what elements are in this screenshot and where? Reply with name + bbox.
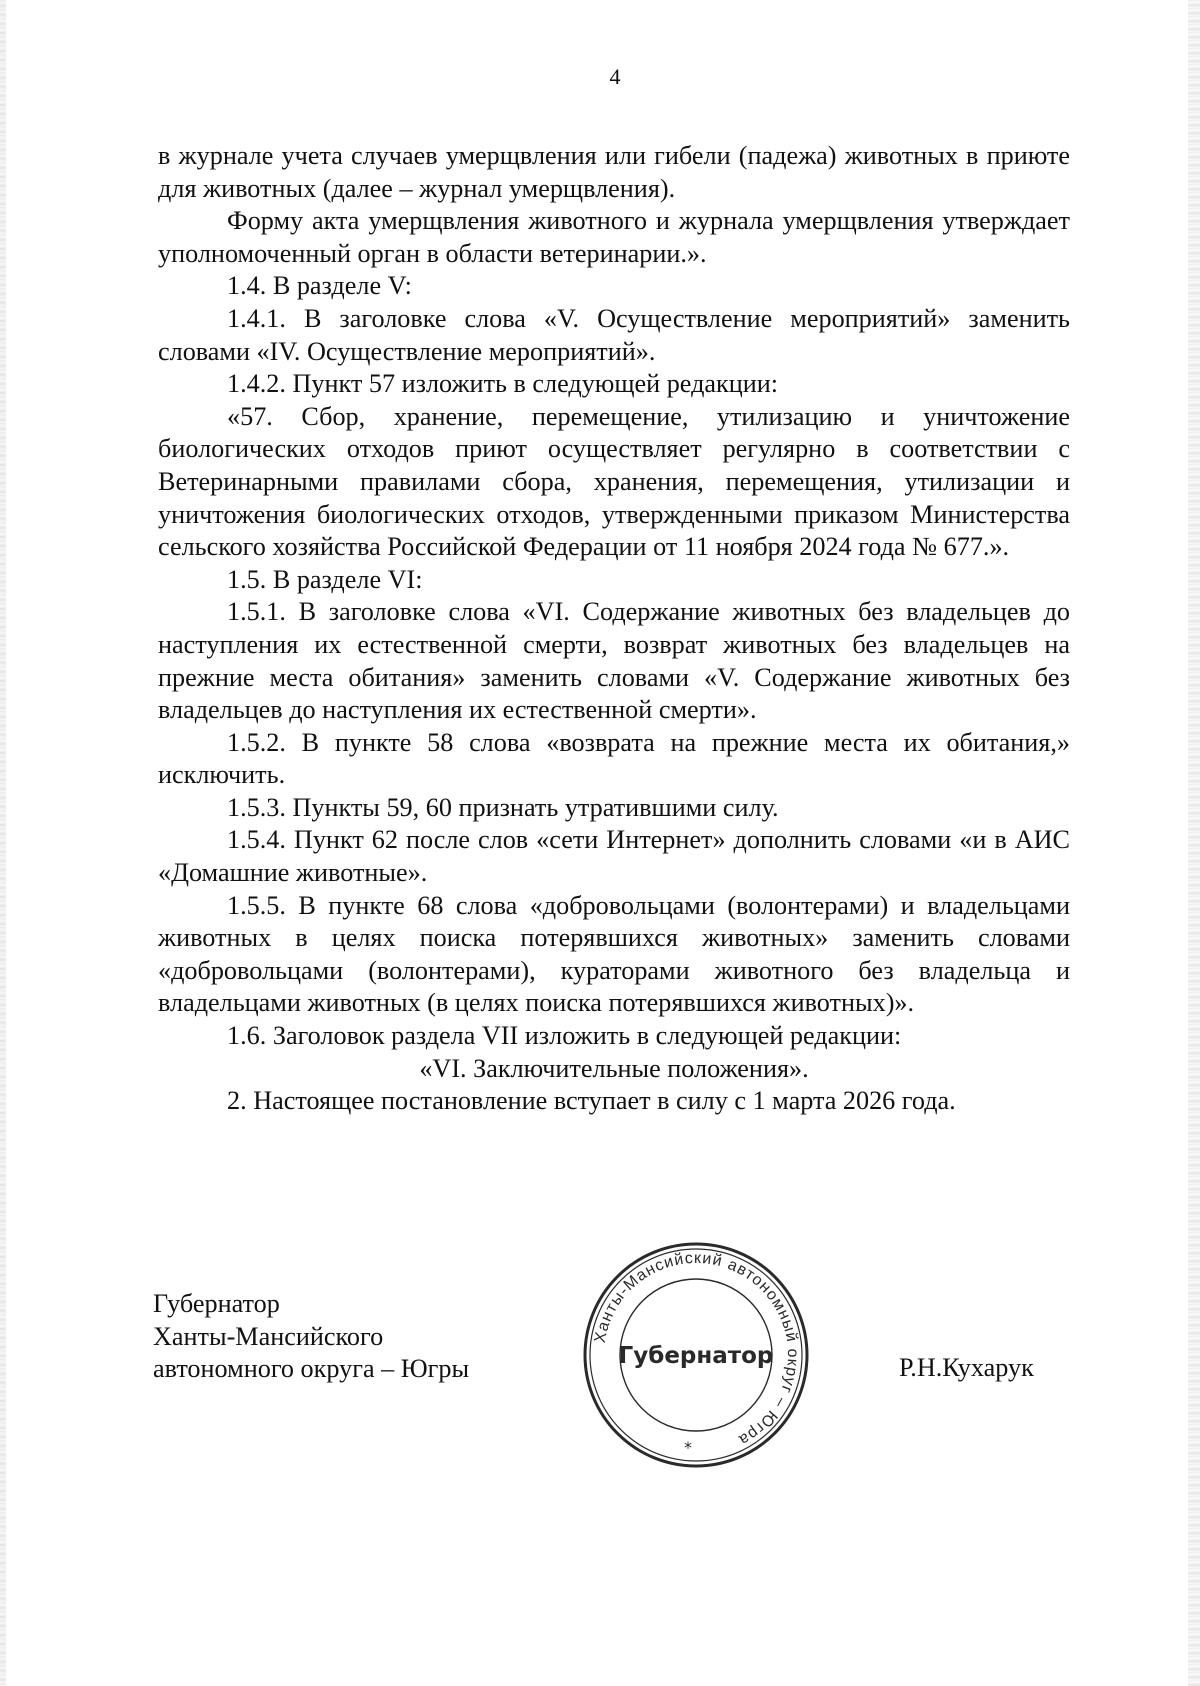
paragraph-act-form: Форму акта умерщвления животного и журнала умерщвления утверждает уполномоченный орган в области ветеринарии.».: [158, 206, 1070, 268]
scan-edge-left: [0, 0, 6, 1686]
paragraph-1-5-5: 1.5.5. В пункте 68 слова «добровольцами (волонтерами) и владельцами животных в целях поиска потерявшихся животных» заменить словами «добровольцами (волонтерами), кураторами животного без владельца и владельцами животных (в целях поиска потерявшихся животных)».: [158, 890, 1070, 1018]
paragraph-57: «57. Сбор, хранение, перемещение, утилизацию и уничтожение биологических отходов приют осуществляет регулярно в соответствии с Ветеринарными правилами сбора, хранения, перемещения, утилизации и уничтожения биологических отходов, утвержденными приказом Министерства сельского хозяйства Российской Федерации от 11 ноября 2024 года № 677.».: [158, 401, 1070, 562]
signature-title-line-1: Губернатор: [153, 1289, 280, 1318]
signature-title-line-2: Ханты-Мансийского: [153, 1321, 384, 1351]
paragraph-effective-date: 2. Настоящее постановление вступает в силу с 1 марта 2026 года.: [227, 1086, 956, 1116]
paragraph-1-5: 1.5. В разделе VI:: [227, 564, 423, 594]
paragraph-1-5-1: 1.5.1. В заголовке слова «VI. Содержание животных без владельцев до наступления их естественной смерти, возврат животных без владельцев на прежние места обитания» заменить словами «V. Содержание животных без владельцев до наступления их естественной смерти».: [158, 597, 1070, 725]
signature-title-line-3: автономного округа – Югры: [153, 1354, 470, 1384]
document-body: [158, 140, 1070, 1118]
paragraph-section-title: «VI. Заключительные положения».: [419, 1053, 809, 1083]
signatory-name: Р.Н.Кухарук: [899, 1353, 1034, 1382]
paragraph-1-5-4: 1.5.4. Пункт 62 после слов «сети Интернет» дополнить словами «и в АИС «Домашние животные».: [158, 825, 1070, 888]
paragraph-1-4-2: 1.4.2. Пункт 57 изложить в следующей редакции:: [227, 369, 779, 399]
paragraph-journal-continuation: в журнале учета случаев умерщвления или гибели (падежа) животных в приюте для животных (далее – журнал умерщвления).: [158, 141, 1070, 203]
page-number: 4: [609, 64, 621, 89]
scan-edge-right: [1188, 0, 1200, 1686]
paragraph-1-4-1: 1.4.1. В заголовке слова «V. Осуществление мероприятий» заменить словами «IV. Осуществление мероприятий».: [158, 303, 1070, 366]
paragraph-1-5-3: 1.5.3. Пункты 59, 60 признать утратившими силу.: [227, 792, 779, 822]
signature-title: [153, 1288, 469, 1386]
official-seal: [576, 1235, 816, 1475]
seal-center-text: Губернатор: [618, 1343, 774, 1369]
seal-ring-text: Ханты-Мансийский автономный округ – Югра: [591, 1249, 802, 1449]
paragraph-1-5-2: 1.5.2. В пункте 58 слова «возврата на прежние места их обитания,» исключить.: [158, 727, 1070, 790]
paragraph-1-4: 1.4. В разделе V:: [227, 271, 412, 301]
seal-star: *: [684, 1438, 692, 1457]
paragraph-1-6: 1.6. Заголовок раздела VII изложить в следующей редакции:: [227, 1021, 902, 1051]
